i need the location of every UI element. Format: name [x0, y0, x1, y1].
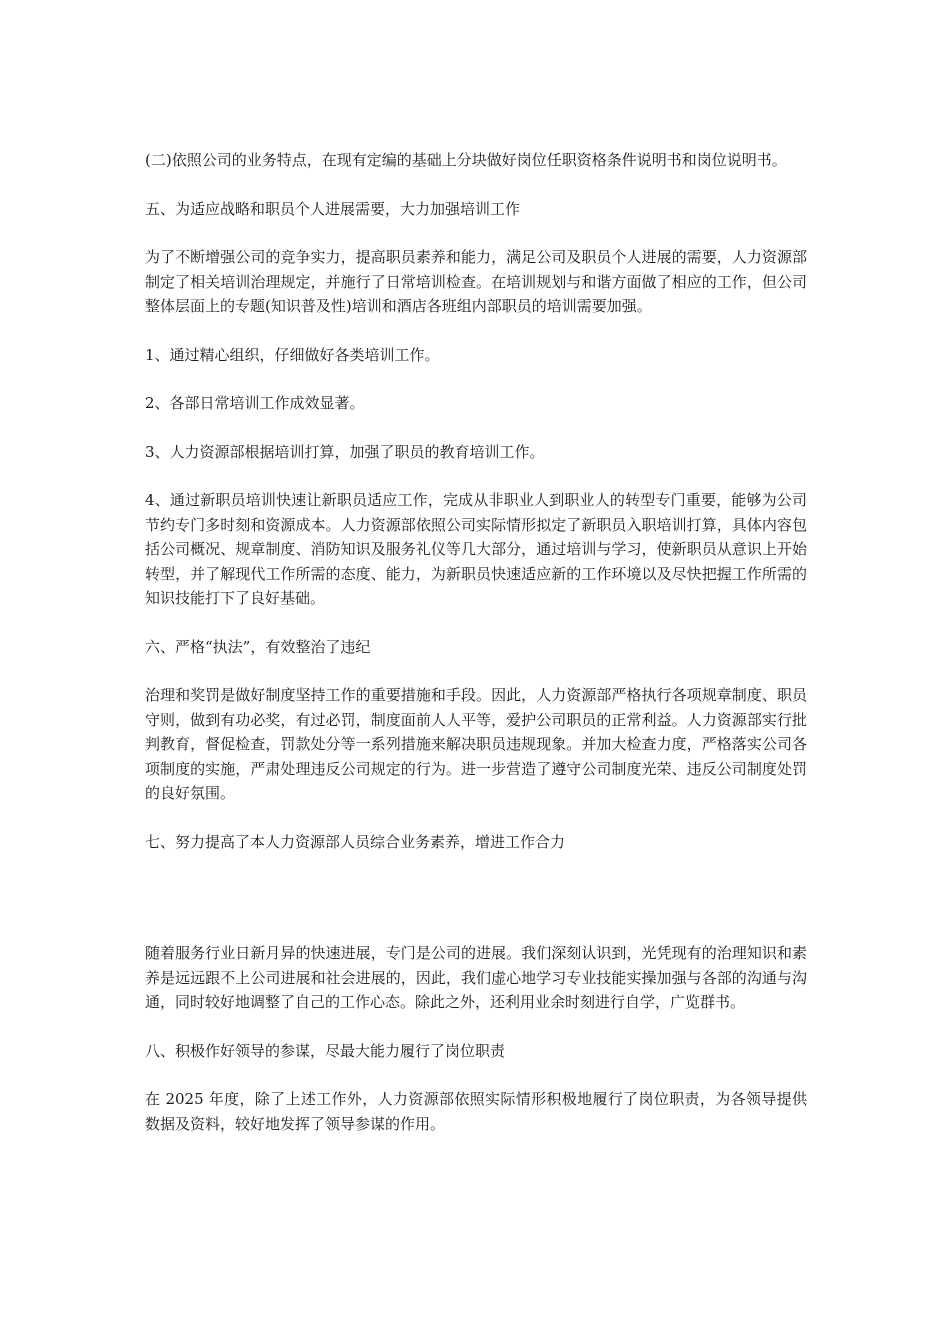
section-heading-discipline: 六、严格“执法”，有效整治了违纪	[145, 637, 371, 656]
blank-gap	[145, 878, 807, 941]
paragraph-training-overview: 为了不断增强公司的竞争实力，提高职员素养和能力，满足公司及职员个人进展的需要，人力资源部制定了相关培训治理规定，并施行了日常培训检查。在培训规划与和谐方面做了相应的工作，但公司整体层面上的专题(知识普及性)培训和酒店各班组内部职员的培训需要加强。	[145, 248, 807, 315]
section-heading-competence: 七、努力提高了本人力资源部人员综合业务素养，增进工作合力	[145, 832, 566, 851]
paragraph-competence: 随着服务行业日新月异的快速进展，专门是公司的进展。我们深刻认识到，光凭现有的治理知识和素养是远远跟不上公司进展和社会进展的，因此，我们虚心地学习专业技能实操加强与各部的沟通与沟通，同时较好地调整了自己的工作心态。除此之外，还利用业余时刻进行自学，广览群书。	[145, 944, 807, 1011]
list-item-training-1: 1、通过精心组织，仔细做好各类培训工作。	[145, 345, 440, 364]
section-heading-advisory: 八、积极作好领导的参谋，尽最大能力履行了岗位职责	[145, 1041, 506, 1060]
paragraph-advisory: 在 2025 年度，除了上述工作外，人力资源部依照实际情形积极地履行了岗位职责，为各领导提供数据及资料，较好地发挥了领导参谋的作用。	[145, 1090, 807, 1133]
list-item-training-3: 3、人力资源部根据培训打算，加强了职员的教育培训工作。	[145, 442, 545, 461]
document-body	[145, 148, 807, 1160]
paragraph-discipline: 治理和奖罚是做好制度坚持工作的重要措施和手段。因此，人力资源部严格执行各项规章制度、职员守则，做到有功必奖，有过必罚，制度面前人人平等，爱护公司职员的正常利益。人力资源部实行批判教育，督促检查，罚款处分等一系列措施来解决职员违规现象。并加大检查力度，严格落实公司各项制度的实施，严肃处理违反公司规定的行为。进一步营造了遵守公司制度光荣、违反公司制度处罚的良好氛围。	[145, 686, 807, 802]
list-item-training-4: 4、通过新职员培训快速让新职员适应工作，完成从非职业人到职业人的转型专门重要，能够为公司节约专门多时刻和资源成本。人力资源部依照公司实际情形拟定了新职员入职培训打算，具体内容包括公司概况、规章制度、消防知识及服务礼仪等几大部分，通过培训与学习，使新职员从意识上开始转型，并了解现代工作所需的态度、能力，为新职员快速适应新的工作环境以及尽快把握工作所需的知识技能打下了良好基础。	[145, 491, 807, 607]
list-item-training-2: 2、各部日常培训工作成效显著。	[145, 394, 365, 412]
paragraph-job-descriptions: (二)依照公司的业务特点，在现有定编的基础上分块做好岗位任职资格条件说明书和岗位说明书。	[145, 151, 787, 169]
section-heading-training: 五、为适应战略和职员个人进展需要，大力加强培训工作	[145, 199, 521, 218]
